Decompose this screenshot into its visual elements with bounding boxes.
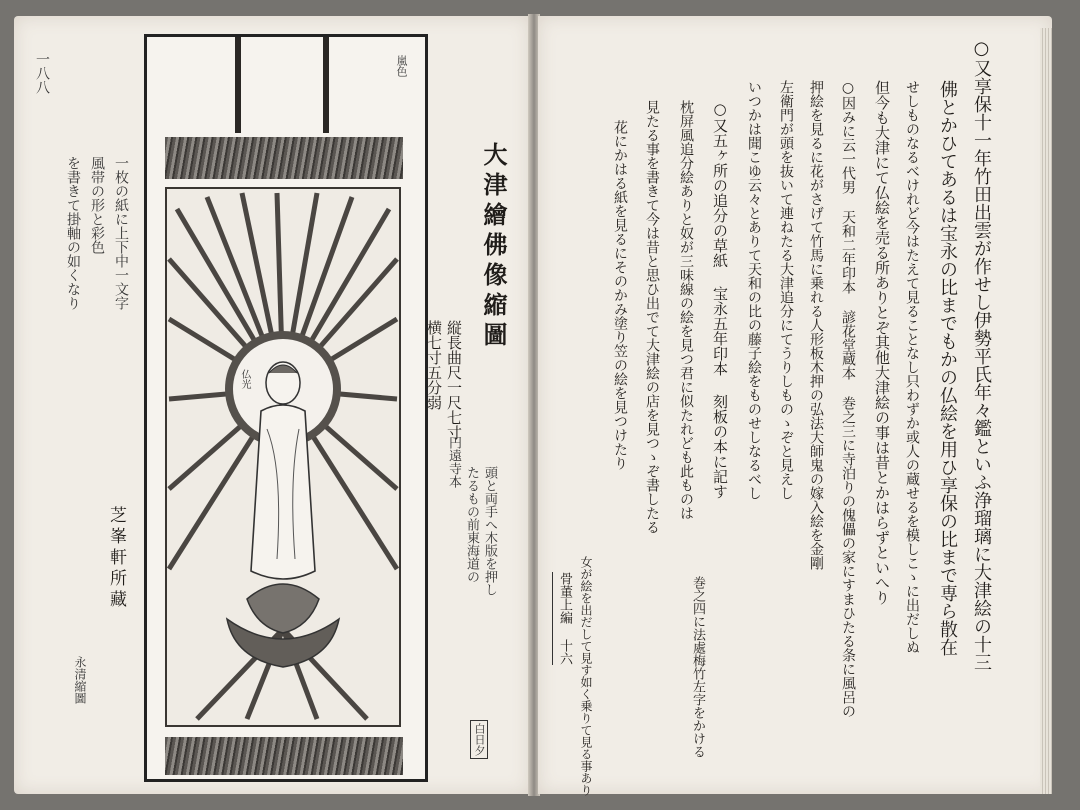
text-column: 但今も大津にて仏絵を売る所ありとぞ其他大津絵の事は昔とかはらずといへり xyxy=(873,80,891,605)
text-column: 巻之四に法處梅竹左字をかける xyxy=(690,576,705,758)
halo-label: 仏光 xyxy=(239,369,250,389)
text-column: 花にかはる紙を見るにそのかみ塗り笠の絵を見つけたり xyxy=(612,120,628,470)
text-column: せしものなるべけれど今はたえて見ることなし只わずか或人の蔵せるを模しこゝに出だしぬ xyxy=(904,80,920,654)
left-page xyxy=(14,16,530,794)
dimension-1: 縦長曲尺一尺七寸 xyxy=(445,320,463,440)
text-column: ○又五ヶ所の追分の草紙 宝永五年印本 刻板の本に記す xyxy=(711,100,729,499)
scroll-illustration xyxy=(144,34,428,782)
stamp-label: 白日夕 xyxy=(470,720,488,759)
caption-col-3: 円遠寺本 xyxy=(446,436,461,488)
mount-strip xyxy=(323,37,329,133)
right-page xyxy=(538,16,1052,794)
text-column: 枕屏風追分絵ありと奴が三味線の絵を見つ君に似たれども此ものは xyxy=(678,100,694,520)
reducer-label: 永清縮圖 xyxy=(73,656,87,704)
text-column: 佛とかひてあるは宝永の比までもかの仏絵を用ひ享保の比まで専ら散在 xyxy=(937,80,958,656)
note-col-3: を書きて掛軸の如くなり xyxy=(65,156,81,310)
corner-mark: 一八八 xyxy=(34,52,50,94)
caption-col-1: 頭と両手へ木版を押し xyxy=(482,466,497,596)
note-col-2: 風帯の形と彩色 xyxy=(89,156,105,254)
text-column: 押絵を見るに花がさげて竹馬に乗れる人形板木押の弘法大師鬼の嫁入絵を金剛 xyxy=(808,80,824,570)
scroll-top-roller xyxy=(165,137,403,179)
mount-strip xyxy=(235,37,241,133)
text-column: 女が絵を出だして見す如く乗りて見る事あり xyxy=(579,556,593,796)
text-column: 左衛門が頭を抜いて連ねたる大津追分にてうりしものゝぞと見えし xyxy=(778,80,794,500)
text-column: ○又享保十一年竹田出雲が作せし伊勢平氏年々鑑といふ浄瑠璃に大津絵の十三 xyxy=(971,38,992,671)
text-column: ○因みに云一代男 天和二年印本 諺花堂蔵本 巻之三に寺泊りの傀儡の家にすまひたる条に風呂の xyxy=(840,80,856,718)
page-edge xyxy=(1040,28,1052,794)
scroll-bottom-roller xyxy=(165,737,403,775)
scroll-panel xyxy=(165,187,401,727)
running-footer: 骨董上編 十六 xyxy=(552,572,574,665)
page-title: 大津繪佛像縮圖 xyxy=(479,142,508,352)
buddha-illustration xyxy=(167,189,399,725)
dimension-2: 横七寸五分弱 xyxy=(425,320,443,410)
open-book xyxy=(14,10,1062,800)
scroll-top-label: 嵐色 xyxy=(395,55,408,77)
owner-label: 芝峯軒所藏 xyxy=(106,506,126,611)
text-column: いつかは聞こゆ云々とありて天和の比の藤子絵をものせしなるべし xyxy=(746,80,762,500)
caption-col-2: たるもの前東海道の xyxy=(464,466,479,583)
note-col-1: 一枚の紙に上下中一文字 xyxy=(113,156,129,310)
text-column: 見たる事を書きて今は昔と思ひ出でて大津絵の店を見つゝぞ書したる xyxy=(644,100,660,534)
